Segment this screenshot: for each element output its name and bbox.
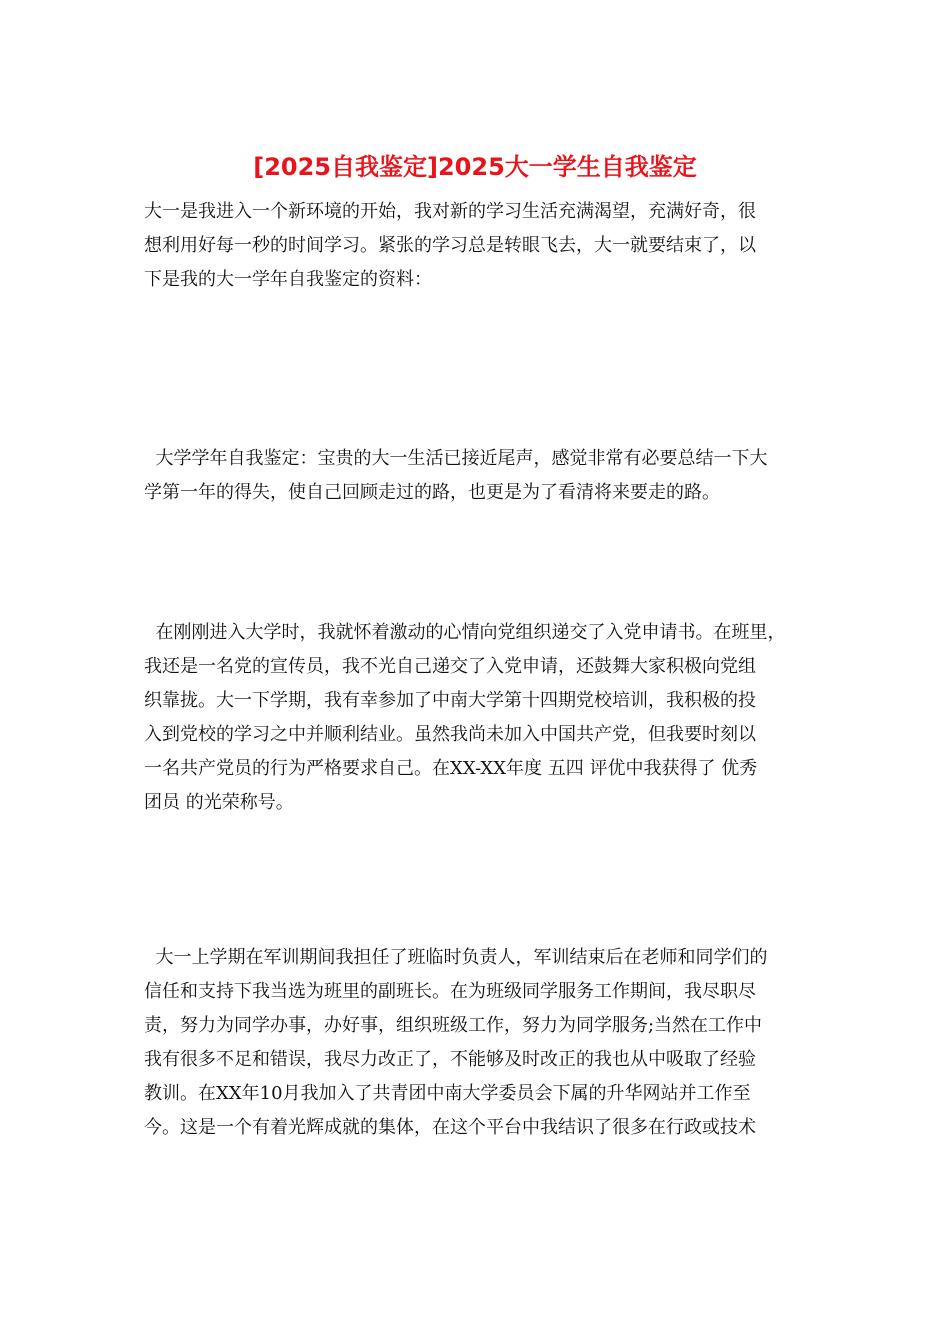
paragraph-line: 学第一年的得失，使自己回顾走过的路，也更是为了看清将来要走的路。 bbox=[144, 482, 720, 503]
paragraph-line: 我还是一名党的宣传员，我不光自己递交了入党申请，还鼓舞大家积极向党组 bbox=[144, 656, 756, 677]
paragraph-line: 一名共产党员的行为严格要求自己。在XX-XX年度 五四 评优中我获得了 优秀 bbox=[144, 758, 758, 779]
paragraph-line: 下是我的大一学年自我鉴定的资料： bbox=[144, 269, 432, 290]
paragraph-line: 织靠拢。大一下学期，我有幸参加了中南大学第十四期党校培训，我积极的投 bbox=[144, 690, 756, 711]
paragraph-line: 大学学年自我鉴定：宝贵的大一生活已接近尾声，感觉非常有必要总结一下大 bbox=[144, 448, 768, 469]
paragraph-line: 在刚刚进入大学时，我就怀着激动的心情向党组织递交了入党申请书。在班里， bbox=[144, 622, 786, 643]
paragraph-intro bbox=[144, 195, 824, 297]
paragraph-line: 责，努力为同学办事，办好事，组织班级工作，努力为同学服务;当然在工作中 bbox=[144, 1015, 763, 1036]
paragraph-class-work bbox=[144, 941, 824, 1145]
paragraph-line: 想利用好每一秒的时间学习。紧张的学习总是转眼飞去，大一就要结束了，以 bbox=[144, 235, 756, 256]
paragraph-line: 今。这是一个有着光辉成就的集体，在这个平台中我结识了很多在行政或技术 bbox=[144, 1117, 756, 1138]
document-title: [2025自我鉴定]2025大一学生自我鉴定 bbox=[253, 153, 697, 181]
paragraph-line: 信任和支持下我当选为班里的副班长。在为班级同学服务工作期间，我尽职尽 bbox=[144, 981, 756, 1002]
paragraph-line: 大一是我进入一个新环境的开始，我对新的学习生活充满渴望，充满好奇，很 bbox=[144, 201, 756, 222]
paragraph-line: 教训。在XX年10月我加入了共青团中南大学委员会下属的升华网站并工作至 bbox=[144, 1083, 751, 1104]
paragraph-summary bbox=[144, 442, 824, 510]
paragraph-line: 入到党校的学习之中并顺利结业。虽然我尚未加入中国共产党，但我要时刻以 bbox=[144, 724, 756, 745]
paragraph-line: 我有很多不足和错误，我尽力改正了，不能够及时改正的我也从中吸取了经验 bbox=[144, 1049, 756, 1070]
paragraph-line: 大一上学期在军训期间我担任了班临时负责人，军训结束后在老师和同学们的 bbox=[144, 947, 768, 968]
paragraph-line: 团员 的光荣称号。 bbox=[144, 792, 294, 813]
paragraph-party bbox=[144, 616, 824, 820]
